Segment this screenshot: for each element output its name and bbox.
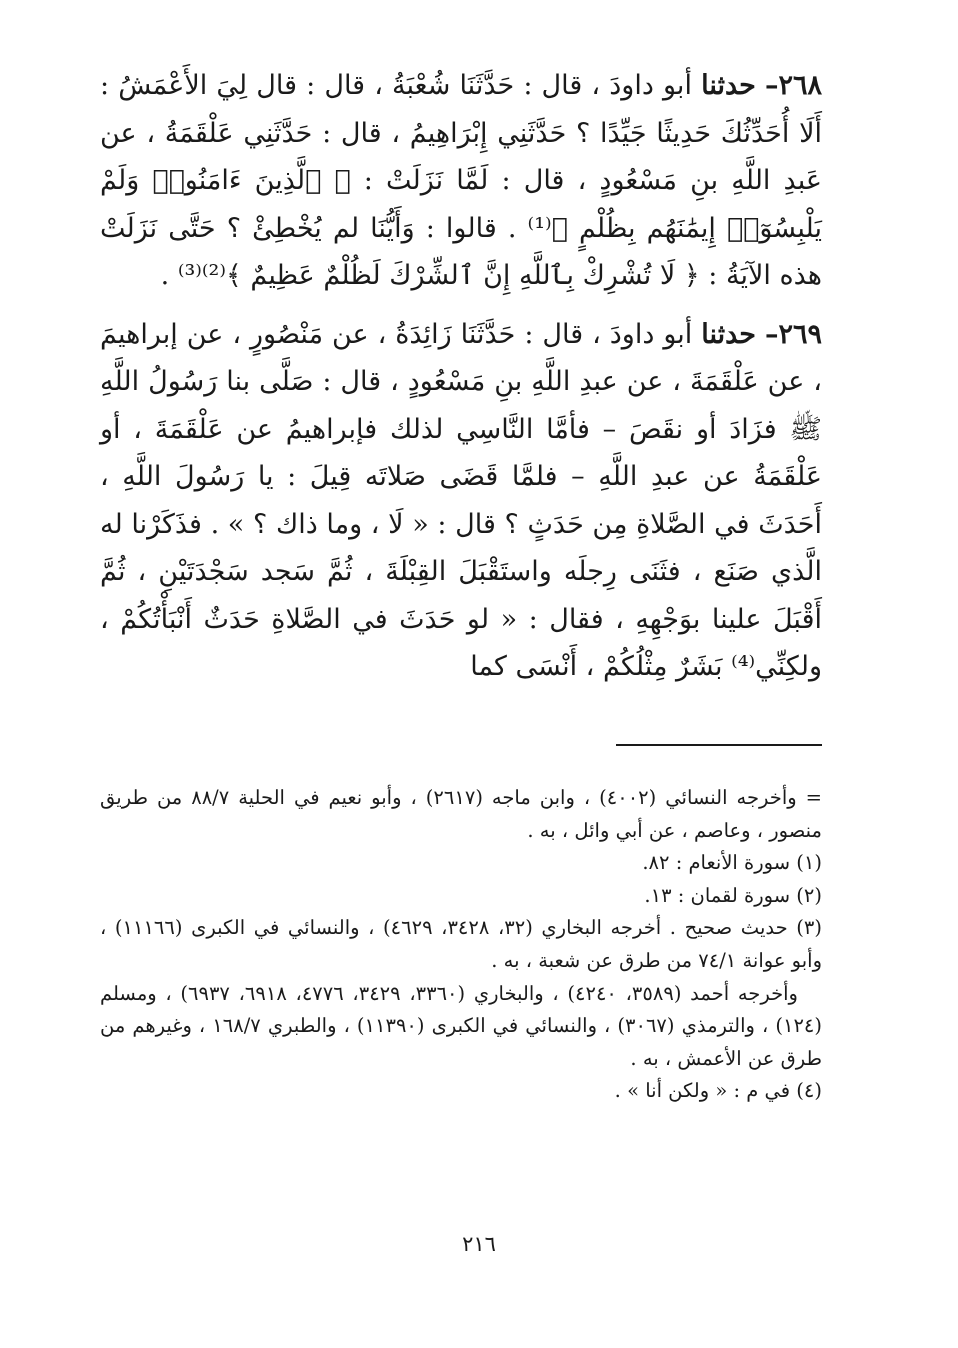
footnote-3-continuation: وأخرجه أحمد (٣٥٨٩، ٤٢٤٠) ، والبخاري (٣٣٦٠، ٣٤٢٩، ٤٧٧٦، ٦٩١٨، ٦٩٣٧) ، ومسلم (١٢٤) ، والترمذي (٣٠٦٧) ، والنسائي في الكبرى (١١٣٩٠) ، والطبري ١٦٨/٧ ، وغيرهم من طرق عن الأعمش ، به . bbox=[100, 981, 823, 1070]
hadith-number: ٢٦٨– bbox=[765, 70, 823, 101]
footnote-1: (١) سورة الأنعام : ٨٢. bbox=[642, 851, 822, 875]
footnote-3: (٣) حديث صحيح . أخرجه البخاري (٣٢، ٣٤٢٨، ٤٦٢٩) ، والنسائي في الكبرى (١١١٦٦) ، وأبو عوانة ٧٤/١ من طرق عن شعبة ، به . bbox=[100, 916, 822, 972]
footnote-separator bbox=[616, 744, 822, 746]
main-text bbox=[100, 62, 822, 691]
page-number: ٢١٦ bbox=[462, 1232, 496, 1256]
hadith-number: ٢٦٩– bbox=[764, 318, 822, 350]
hadith-text: أبو داودَ ، قال : حَدَّثَنَا زَائِدَةُ ، عن مَنْصُورٍ ، عن إبراهيمَ ، عن عَلْقَمَةَ ، عن عبدِ اللَّهِ بنِ مَسْعُودٍ ، قال : صَلَّى بنا رَسُولُ اللَّهِ ﷺ فزَادَ أو نقَصَ – فأمَّا النَّاسِي لذلك فإبراهيمُ عن عَلْقَمَةَ ، أو عَلْقَمَةُ عن عبدِ اللَّهِ – فلمَّا قَضَى صَلاتَه قِيلَ : يا رَسُولَ اللَّهِ ، أَحَدَثَ في الصَّلاةِ مِن حَدَثٍ ؟ قال : « لَا ، وما ذاك ؟ » . فذَكَرْنا له الَّذي صَنَع ، فثَنَى رِجلَه واستَقْبَلَ القِبْلَةَ ، ثُمَّ سَجد سَجْدَتَيْنِ ، ثُمَّ أَقْبَلَ علينا بوَجْهِهِ ، فقال : « لو حَدَثَ في الصَّلاةِ حَدَثٌ أَنْبَأْتُكُمْ ، ولكِنِّي⁽⁴⁾ بَشَرٌ مِثْلُكُمْ ، أَنْسَى كما bbox=[100, 318, 822, 682]
footnote-4: (٤) في م : « ولكن أنا » . bbox=[614, 1079, 822, 1103]
hadith-lead: حدثنا bbox=[701, 70, 756, 101]
hadith-lead: حدثنا bbox=[701, 318, 757, 350]
footnote-2: (٢) سورة لقمان : ١٣. bbox=[644, 883, 822, 907]
footnotes bbox=[100, 782, 822, 1108]
hadith-269 bbox=[100, 311, 822, 691]
footnote-continuation: = وأخرجه النسائي (٤٠٠٢) ، وابن ماجه (٢٦١٧) ، وأبو نعيم في الحلية ٨٨/٧ من طريق منصور ، وعاصم ، عن أبي وائل ، به . bbox=[100, 786, 822, 842]
hadith-268 bbox=[100, 62, 822, 300]
hadith-text: أبو داودَ ، قال : حَدَّثَنَا شُعْبَةُ ، قال : قال لِيَ الأَعْمَشُ : أَلَا أُحَدِّثُكَ حَدِيثًا جَيِّدًا ؟ حَدَّثَنِي إِبْرَاهِيمُ ، قال : حَدَّثَنِي عَلْقَمَةُ ، عن عَبدِ اللَّهِ بنِ مَسْعُودٍ ، قال : لَمَّا نَزَلَتْ : ﴿ ٱلَّذِينَ ءَامَنُوا۟ وَلَمْ يَلْبِسُوٓا۟ إِيمَٰنَهُم بِظُلْمٍ ﴾⁽¹⁾ . قالوا : وَأَيُّنَا لم يُخْطِئْ ؟ حَتَّى نَزَلَتْ هذه الآيَةُ : ﴿ لَا تُشْرِكْ بِٱللَّهِ إِنَّ ٱلشِّرْكَ لَظُلْمٌ عَظِيمٌ ﴾⁽²⁾⁽³⁾ . bbox=[100, 70, 822, 291]
